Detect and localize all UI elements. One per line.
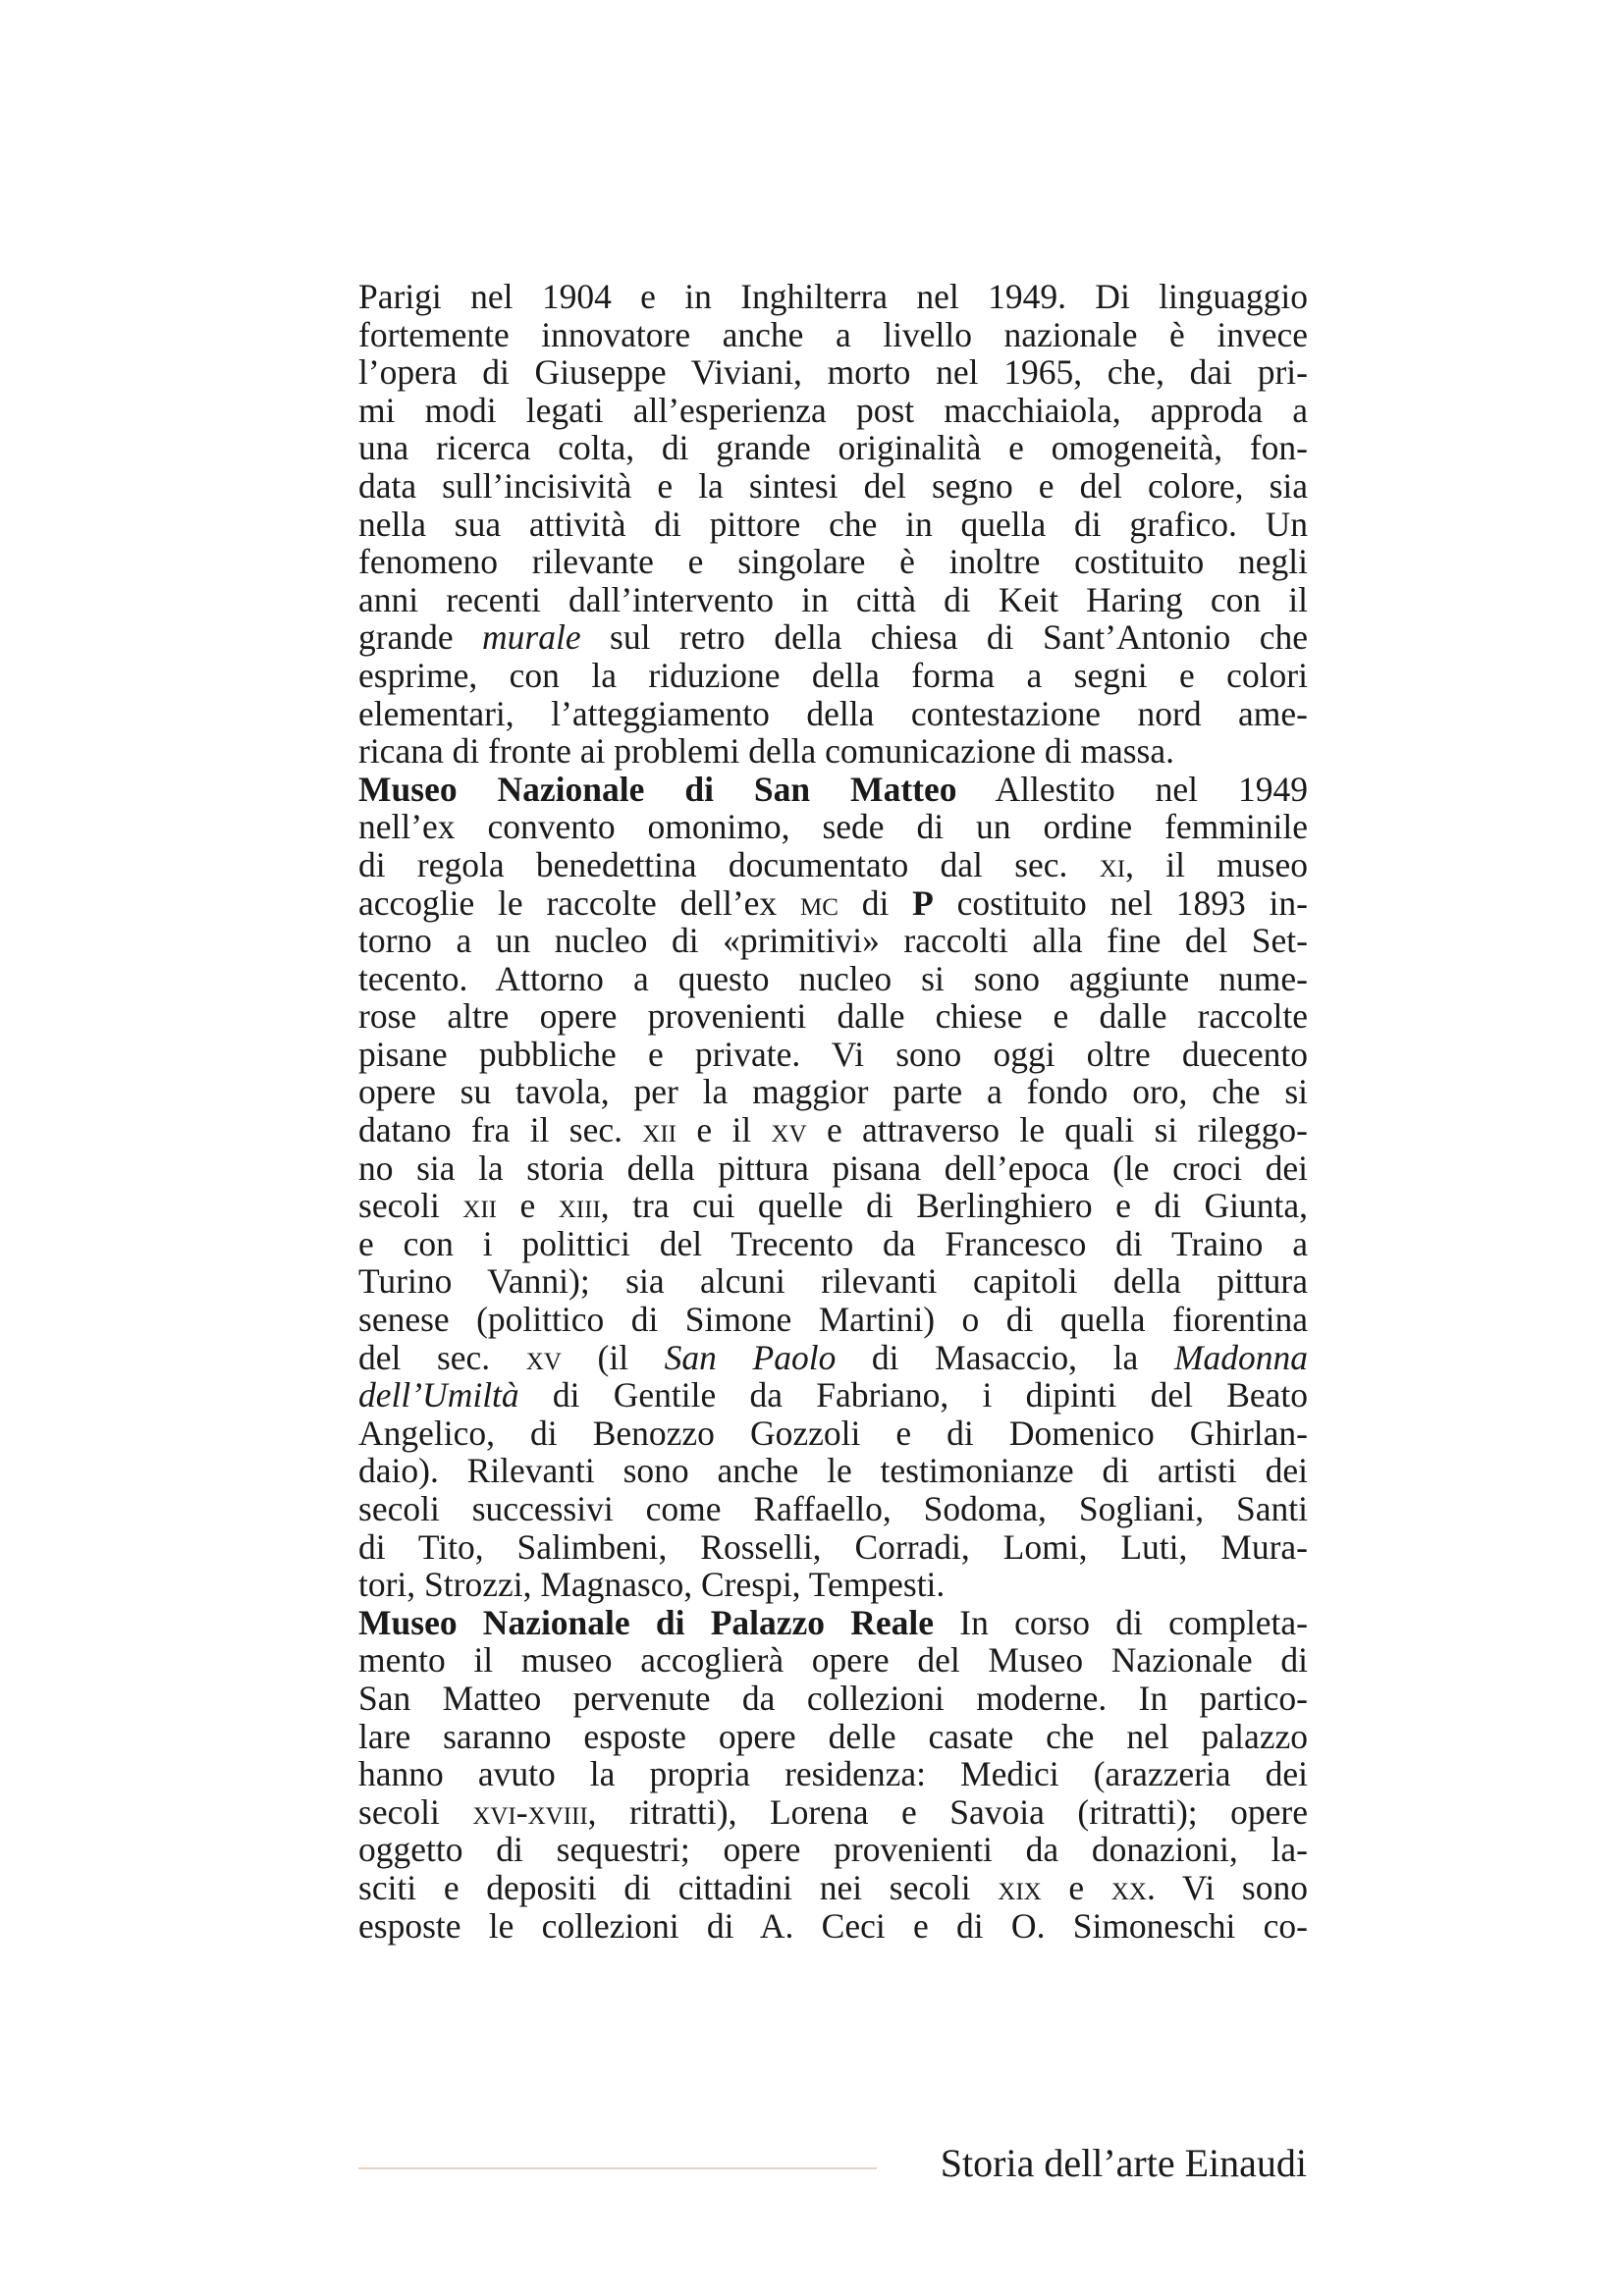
text-line: ricana di fronte ai problemi della comunicazione di massa. (358, 731, 1174, 772)
text-line: senese (polittico di Simone Martini) o di quella fiorentina (358, 1300, 1308, 1340)
text-line: secoli successivi come Raffaello, Sodoma, Sogliani, Santi (358, 1489, 1308, 1528)
text-line: sciti e depositi di cittadini nei secoli xix e xx. Vi sono (358, 1867, 1308, 1907)
text-line: elementari, l’atteggiamento della contestazione nord ame- (358, 693, 1308, 733)
text-line: daio). Rilevanti sono anche le testimonianze di artisti dei (358, 1451, 1308, 1491)
text-line: Museo Nazionale di Palazzo Reale In corso di completa- (358, 1602, 1309, 1642)
text-line: San Matteo pervenute da collezioni moderne. In partico- (358, 1678, 1308, 1718)
text-line: dell’Umiltà di Gentile da Fabriano, i dipinti del Beato (358, 1375, 1308, 1415)
text-line: data sull’incisività e la sintesi del segno e del colore, sia (358, 465, 1308, 506)
text-line: l’opera di Giuseppe Viviani, morto nel 1965, che, dai pri- (358, 352, 1308, 393)
text-line: Turino Vanni); sia alcuni rilevanti capitoli della pittura (358, 1261, 1308, 1302)
text-line: Angelico, di Benozzo Gozzoli e di Domenico Ghirlan- (358, 1413, 1308, 1453)
section-heading-palazzo-reale: Museo Nazionale di Palazzo Reale (358, 1602, 935, 1642)
text-line: torno a un nucleo di «primitivi» raccolti alla fine del Set- (358, 921, 1308, 961)
text-line: una ricerca colta, di grande originalità e omogeneità, fon- (358, 428, 1308, 468)
text-line: tori, Strozzi, Magnasco, Crespi, Tempesti. (358, 1565, 946, 1605)
text-line: fortemente innovatore anche a livello nazionale è invece (358, 314, 1308, 354)
text-line: Museo Nazionale di San Matteo Allestito nel 1949 (358, 769, 1308, 809)
footer-title: Storia dell’arte Einaudi (940, 2141, 1307, 2185)
text-line: secoli xvi-xviii, ritratti), Lorena e Savoia (ritratti); opere (358, 1791, 1308, 1832)
text-line: grande murale sul retro della chiesa di Sant’Antonio che (358, 617, 1308, 658)
text-line: anni recenti dall’intervento in città di Keit Haring con il (358, 579, 1308, 619)
text-line: rose altre opere provenienti dalle chiese e dalle raccolte (358, 996, 1308, 1037)
text-line: nella sua attività di pittore che in quella di grafico. Un (358, 504, 1308, 544)
text-line: opere su tavola, per la maggior parte a fondo oro, che si (358, 1072, 1308, 1112)
text-line: datano fra il sec. xii e il xv e attraverso le quali si rileggo- (358, 1110, 1308, 1150)
italic-term: murale (482, 617, 581, 658)
text-line: mi modi legati all’esperienza post macchiaiola, approda a (358, 390, 1308, 430)
text-line: accoglie le raccolte dell’ex mc di P costituito nel 1893 in- (358, 882, 1308, 923)
text-line: del sec. xv (il San Paolo di Masaccio, la Madonna (358, 1337, 1308, 1377)
text-line: di Tito, Salimbeni, Rosselli, Corradi, Lomi, Luti, Mura- (358, 1526, 1308, 1567)
text-line: secoli xii e xiii, tra cui quelle di Berlinghiero e di Giunta, (358, 1186, 1308, 1226)
text-line: lare saranno esposte opere delle casate che nel palazzo (358, 1716, 1308, 1756)
text-line: di regola benedettina documentato dal sec. xi, il museo (358, 844, 1308, 884)
text-line: fenomeno rilevante e singolare è inoltre costituito negli (358, 542, 1308, 582)
text-line: no sia la storia della pittura pisana dell’epoca (le croci dei (358, 1148, 1308, 1188)
footer-rule (358, 2167, 877, 2169)
text-line: hanno avuto la propria residenza: Medici (arazzeria dei (358, 1754, 1308, 1794)
text-line: oggetto di sequestri; opere provenienti da donazioni, la- (358, 1830, 1308, 1870)
text-line: esposte le collezioni di A. Ceci e di O. Simoneschi co- (358, 1905, 1308, 1946)
text-line: tecento. Attorno a questo nucleo si sono aggiunte nume- (358, 958, 1308, 998)
text-line: esprime, con la riduzione della forma a segni e colori (358, 655, 1308, 695)
text-line: pisane pubbliche e private. Vi sono oggi oltre duecento (358, 1034, 1308, 1074)
text-line: Parigi nel 1904 e in Inghilterra nel 1949. Di linguaggio (358, 277, 1308, 316)
body-text (358, 278, 1308, 1945)
text-line: nell’ex convento omonimo, sede di un ordine femminile (358, 807, 1308, 847)
text-line: e con i polittici del Trecento da Francesco di Traino a (358, 1223, 1308, 1263)
text-line: mento il museo accoglierà opere del Museo Nazionale di (358, 1640, 1308, 1681)
section-heading-san-matteo: Museo Nazionale di San Matteo (358, 769, 957, 809)
